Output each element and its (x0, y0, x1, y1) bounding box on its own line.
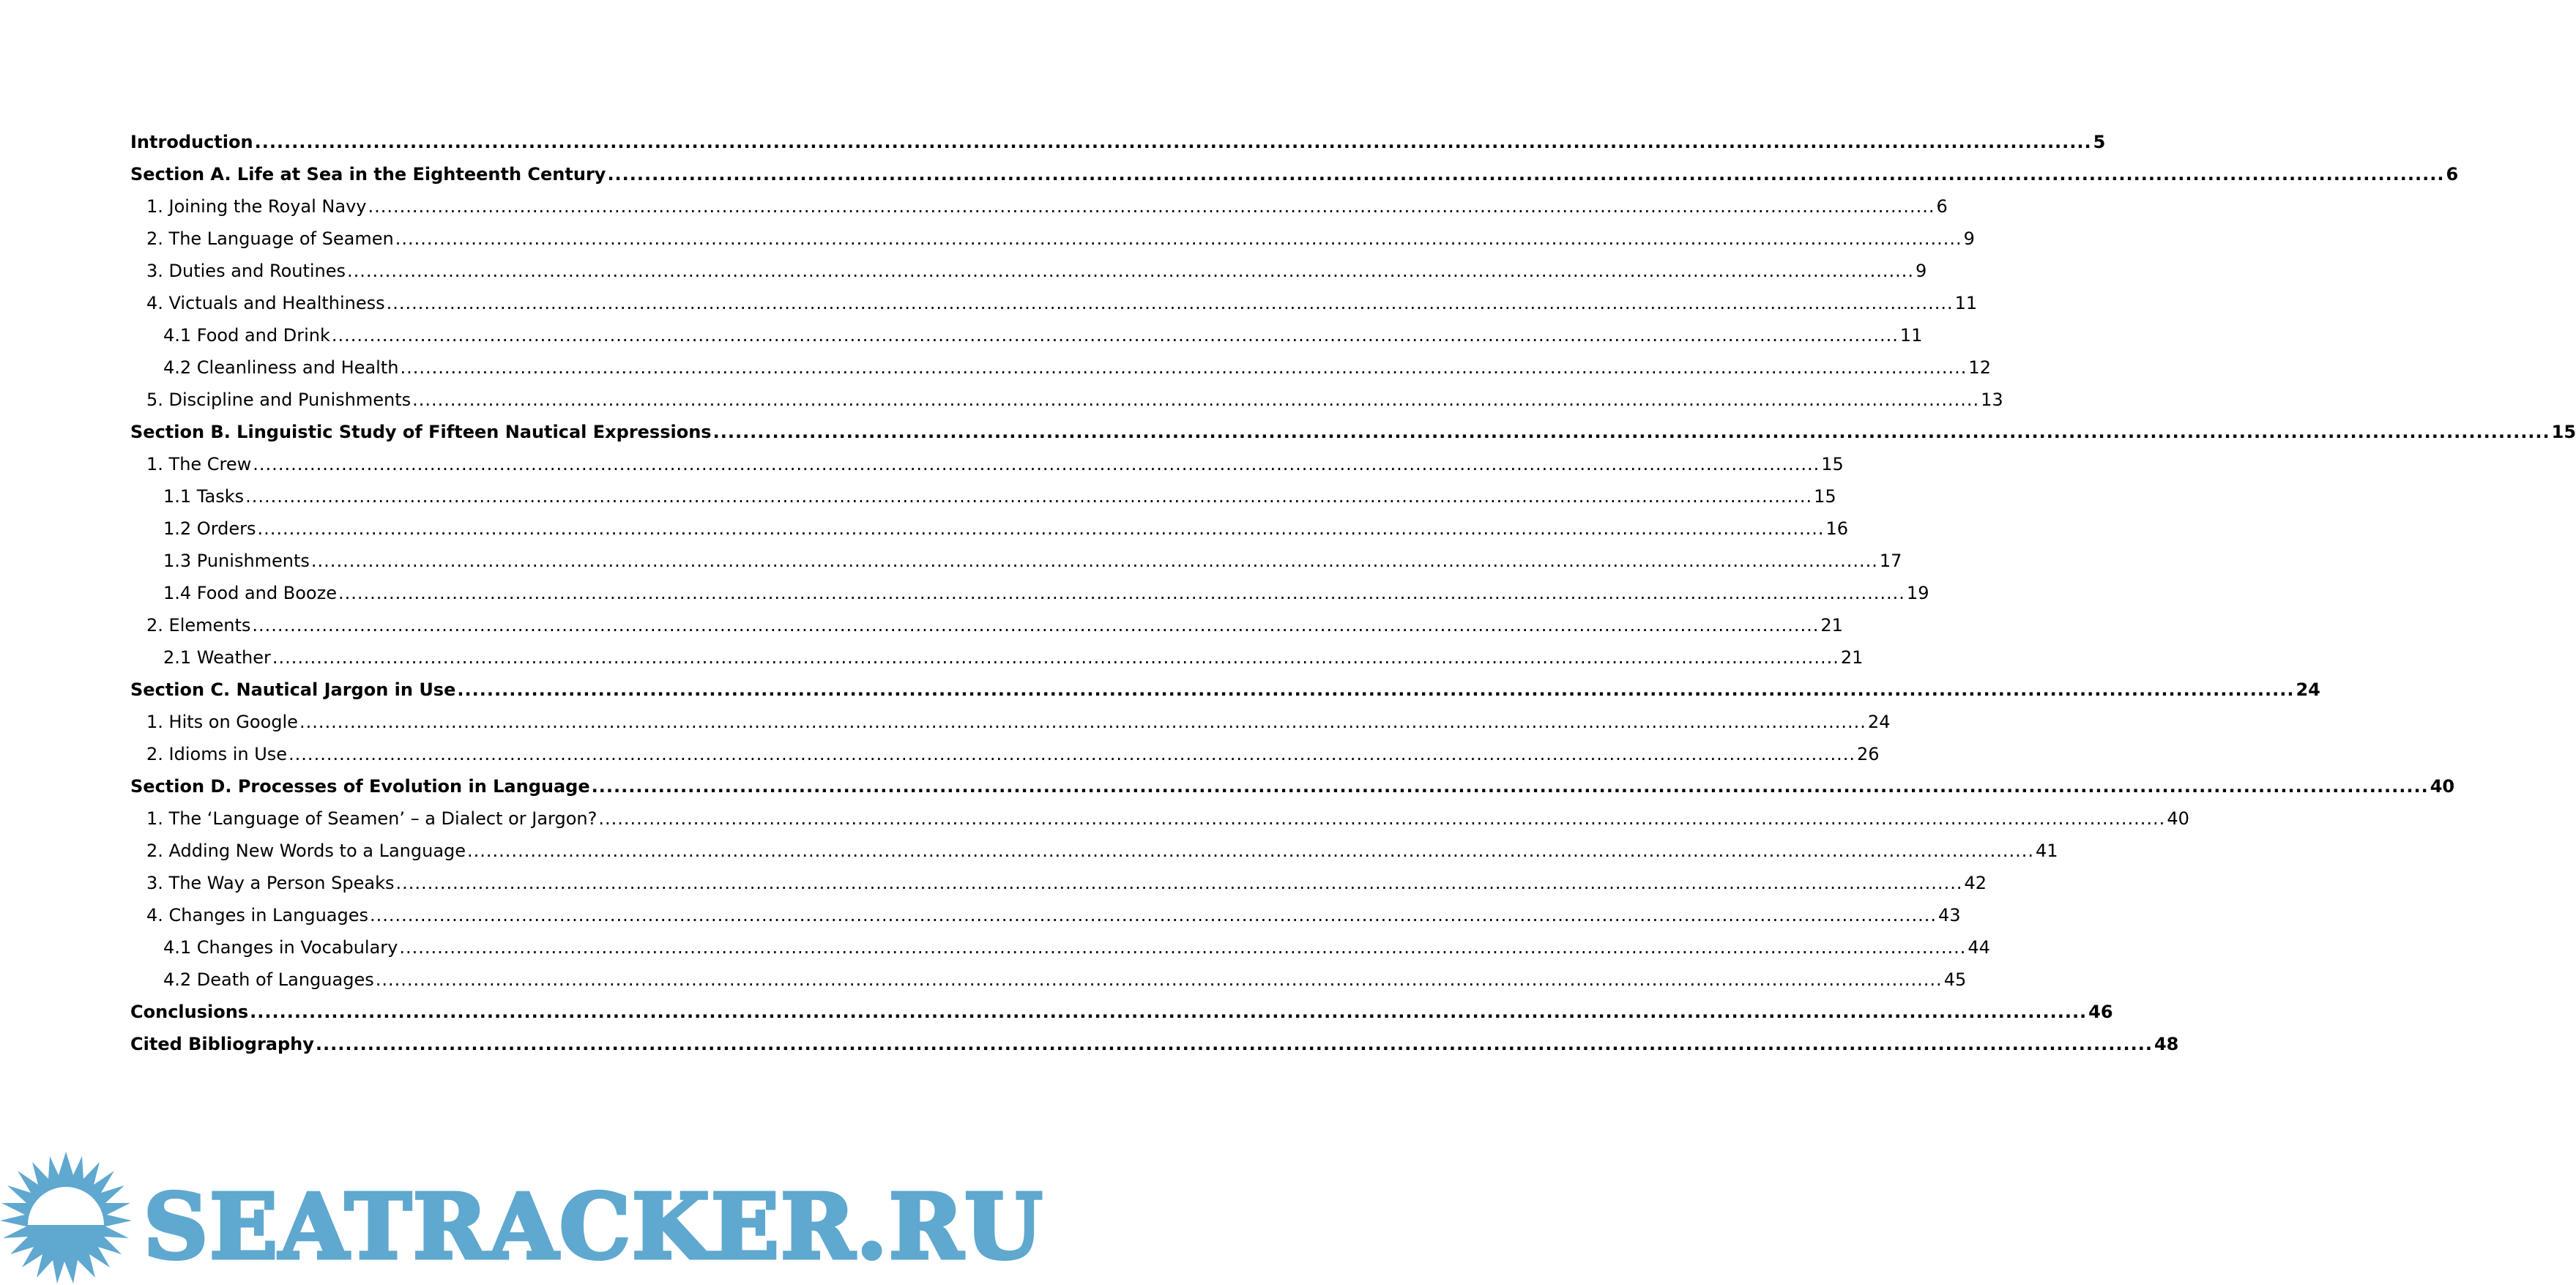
toc-entry-page: 26 (1857, 744, 1880, 764)
toc-dot-leader (400, 351, 1967, 384)
toc-entry-page: 41 (2036, 841, 2058, 861)
toc-entry (130, 802, 2189, 835)
toc-entry (130, 255, 1927, 287)
toc-entry-title: 4.1 Changes in Vocabulary (163, 937, 398, 958)
toc-entry (130, 577, 1929, 609)
toc-entry (130, 996, 2113, 1028)
toc-dot-leader (370, 899, 1937, 931)
toc-entry (130, 964, 1967, 996)
toc-dot-leader (258, 513, 1825, 545)
toc-dot-leader (395, 867, 1962, 899)
toc-entry-page: 48 (2154, 1034, 2179, 1054)
toc-entry-page: 5 (2093, 132, 2106, 152)
toc-entry-page: 19 (1906, 583, 1929, 603)
toc-entry (130, 448, 1844, 480)
toc-entry (130, 319, 1923, 351)
toc-dot-leader (250, 996, 2087, 1028)
toc-entry-page: 16 (1825, 518, 1849, 539)
toc-entry-page: 42 (1964, 873, 1987, 893)
toc-entry-title: 4.2 Death of Languages (163, 969, 374, 990)
toc-entry-title: 1. The Crew (146, 454, 252, 474)
toc-dot-leader (368, 190, 1935, 223)
toc-entry (130, 1028, 2179, 1060)
toc-dot-leader (399, 931, 1966, 964)
toc-dot-leader (253, 448, 1820, 480)
toc-entry-title: 2.1 Weather (163, 647, 271, 668)
toc-entry-page: 40 (2167, 808, 2189, 829)
toc-entry-title: 4.2 Cleanliness and Health (163, 357, 399, 378)
toc-entry (130, 480, 1836, 513)
toc-entry (130, 867, 1987, 899)
toc-dot-leader (607, 158, 2444, 190)
toc-entry (130, 835, 2058, 867)
toc-entry-title: 1.3 Punishments (163, 551, 310, 571)
toc-dot-leader (332, 319, 1899, 351)
toc-entry-title: 5. Discipline and Punishments (146, 390, 412, 410)
toc-dot-leader (713, 416, 2550, 448)
toc-entry-page: 15 (1814, 486, 1836, 507)
toc-entry (130, 899, 1961, 931)
toc-entry-title: Conclusions (130, 1002, 249, 1022)
toc-entry-title: 4. Victuals and Healthiness (146, 293, 385, 313)
toc-entry-title: 2. Elements (146, 615, 251, 636)
toc-entry (130, 223, 1975, 255)
toc-entry-page: 6 (2446, 164, 2459, 185)
toc-entry (130, 513, 1849, 545)
toc-entry-page: 46 (2088, 1002, 2113, 1022)
sun-icon (0, 1152, 132, 1284)
toc-entry (130, 190, 1948, 223)
toc-entry-page: 21 (1820, 615, 1843, 636)
toc-dot-leader (311, 545, 1878, 577)
toc-dot-leader (457, 674, 2294, 706)
toc-entry-title: 4.1 Food and Drink (163, 325, 330, 346)
toc-entry (130, 641, 1864, 674)
toc-entry (130, 126, 2106, 158)
toc-dot-leader (395, 223, 1962, 255)
toc-entry (130, 416, 2576, 448)
toc-entry-title: 1.1 Tasks (163, 486, 245, 507)
toc-entry-page: 40 (2430, 776, 2455, 797)
toc-dot-leader (316, 1028, 2153, 1060)
toc-dot-leader (255, 126, 2092, 158)
toc-dot-leader (272, 641, 1839, 674)
toc-entry (130, 351, 1991, 384)
toc-entry-title: Introduction (130, 132, 253, 152)
toc-entry-page: 12 (1968, 357, 1991, 378)
toc-dot-leader (245, 480, 1812, 513)
toc-entry-title: 1. Hits on Google (146, 712, 298, 732)
toc-entry-page: 6 (1936, 196, 1948, 217)
toc-entry-page: 11 (1899, 325, 1923, 346)
toc-entry (130, 287, 1978, 319)
toc-entry (130, 384, 2003, 416)
toc-entry-page: 9 (1916, 261, 1927, 281)
toc-dot-leader (598, 802, 2165, 835)
toc-entry-page: 15 (1821, 454, 1844, 474)
toc-entry-page: 45 (1943, 969, 1967, 990)
toc-entry-page: 11 (1954, 293, 1978, 313)
toc-dot-leader (412, 384, 1979, 416)
toc-entry (130, 931, 1990, 964)
toc-entry-title: 3. The Way a Person Speaks (146, 873, 395, 893)
toc-entry (130, 738, 1880, 770)
toc-entry-title: 1. Joining the Royal Navy (146, 196, 367, 217)
toc-entry (130, 545, 1902, 577)
toc-entry (130, 706, 1891, 738)
toc-entry-page: 24 (1867, 712, 1891, 732)
toc-dot-leader (299, 706, 1866, 738)
toc-entry-page: 24 (2296, 679, 2320, 700)
toc-entry-title: 2. Adding New Words to a Language (146, 841, 466, 861)
toc-entry-page: 44 (1968, 937, 1990, 958)
toc-entry-title: 4. Changes in Languages (146, 905, 368, 925)
toc-entry-title: Section B. Linguistic Study of Fifteen Nautical Expressions (130, 422, 712, 442)
toc-entry (130, 609, 1843, 641)
toc-entry-title: 3. Duties and Routines (146, 261, 346, 281)
toc-entry (130, 770, 2455, 802)
toc-entry-page: 43 (1937, 905, 1961, 925)
toc-entry (130, 158, 2459, 190)
toc-dot-leader (252, 609, 1819, 641)
watermark-text: SEATRACKER.RU (144, 1174, 1044, 1279)
toc-entry-page: 21 (1840, 647, 1864, 668)
toc-entry-title: Section A. Life at Sea in the Eighteenth Century (130, 164, 606, 185)
toc-entry-page: 9 (1963, 228, 1975, 249)
table-of-contents (130, 126, 2576, 1060)
toc-entry-title: 2. Idioms in Use (146, 744, 288, 764)
toc-dot-leader (592, 770, 2429, 802)
toc-entry-title: 1.2 Orders (163, 518, 256, 539)
toc-entry-title: Cited Bibliography (130, 1034, 314, 1054)
toc-dot-leader (338, 577, 1905, 609)
toc-dot-leader (387, 287, 1954, 319)
toc-entry-page: 13 (1981, 390, 2003, 410)
toc-entry-title: 2. The Language of Seamen (146, 228, 394, 249)
toc-entry (130, 674, 2320, 706)
toc-entry-page: 15 (2551, 422, 2576, 442)
toc-dot-leader (289, 738, 1855, 770)
toc-entry-title: 1. The ‘Language of Seamen’ – a Dialect or Jargon? (146, 808, 598, 829)
toc-dot-leader (347, 255, 1914, 287)
toc-entry-title: 1.4 Food and Booze (163, 583, 337, 603)
toc-entry-title: Section C. Nautical Jargon in Use (130, 679, 456, 700)
toc-dot-leader (376, 964, 1943, 996)
toc-entry-page: 17 (1879, 551, 1902, 571)
toc-dot-leader (467, 835, 2034, 867)
toc-entry-title: Section D. Processes of Evolution in Language (130, 776, 590, 797)
